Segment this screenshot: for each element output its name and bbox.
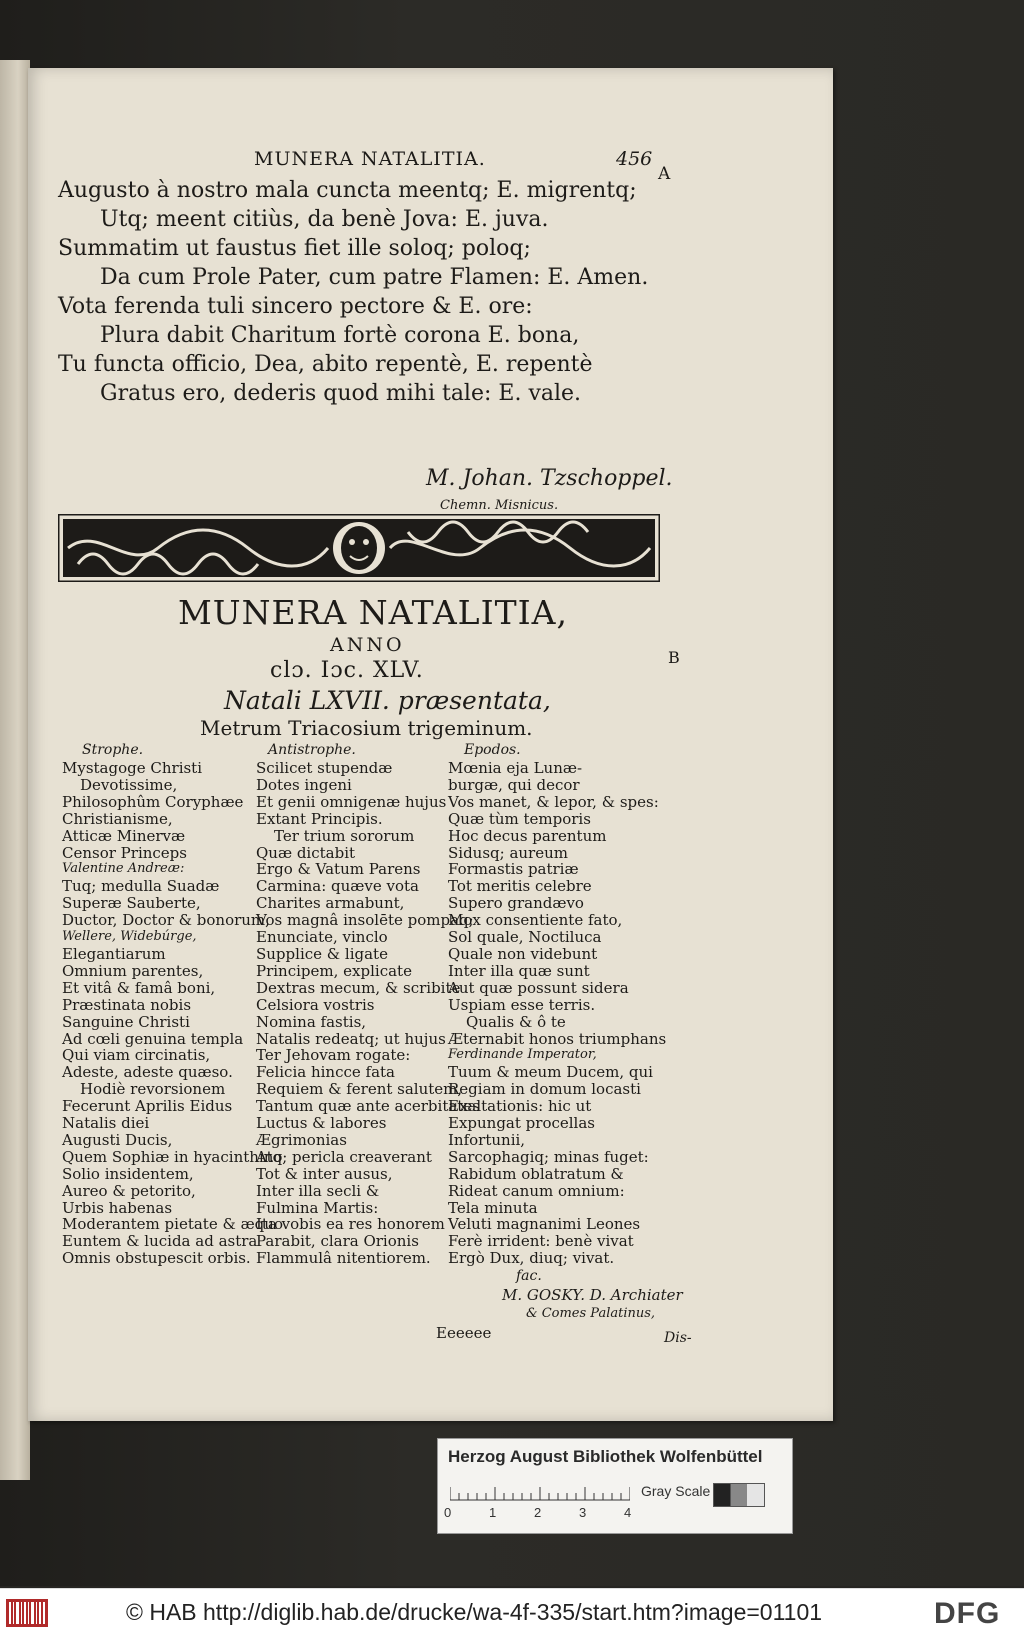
strophe-line: Sanguine Christi xyxy=(62,1012,190,1031)
closing-author: M. GOSKY. D. Archiater xyxy=(502,1286,683,1304)
epodos-line: Exaltationis: hic ut xyxy=(448,1097,592,1116)
title-natali: Natali LXVII. præsentata, xyxy=(224,686,551,715)
strophe-line: Moderantem pietate & æquo xyxy=(62,1215,283,1234)
epodos-line: Æternabit honos triumphans xyxy=(448,1029,667,1048)
antistrophe-line: Requiem & ferent salutem, xyxy=(256,1080,463,1099)
scale-number: 3 xyxy=(579,1505,587,1520)
epodos-line: Expungat procellas xyxy=(448,1114,595,1133)
strophe-line: Ad cœli genuina templa xyxy=(62,1029,244,1048)
antistrophe-line: Dotes ingeni xyxy=(256,775,352,794)
epodos-line: Hoc decus parentum xyxy=(448,826,607,845)
epodos-line: Ergò Dux, diuq; vivat. xyxy=(448,1249,615,1268)
antistrophe-line: Celsiora vostris xyxy=(256,995,375,1014)
closing-author-title: & Comes Palatinus, xyxy=(526,1306,656,1321)
antistrophe-line: Principem, explicate xyxy=(256,961,412,980)
facing-page-edge xyxy=(0,60,30,1480)
gray-scale-swatch xyxy=(713,1483,765,1507)
strophe-line: Solio insidentem, xyxy=(62,1164,194,1183)
strophe-line: Philosophûm Coryphæe xyxy=(62,792,244,811)
card-label: Herzog August Bibliothek Wolfenbüttel xyxy=(448,1447,763,1466)
strophe-line: Qui viam circinatis, xyxy=(62,1046,211,1065)
epodos-line: Ferè irrident: benè vivat xyxy=(448,1232,634,1251)
poem-author-place: Chemn. Misnicus. xyxy=(440,498,559,513)
strophe-line: Mystagoge Christi xyxy=(62,759,203,777)
antistrophe-line: Ergo & Vatum Parens xyxy=(256,860,421,879)
running-head: MUNERA NATALITIA. xyxy=(254,148,486,170)
strophe-line: Quem Sophiæ in hyacinthino xyxy=(62,1147,283,1166)
antistrophe-line: Ter trium sororum xyxy=(274,826,415,845)
viewer-footer xyxy=(0,1588,1024,1637)
poem-line: Plura dabit Charitum fortè corona E. bona, xyxy=(100,323,580,348)
strophe-line: Euntem & lucida ad astra xyxy=(62,1232,258,1251)
antistrophe-line: Supplice & ligate xyxy=(256,944,388,963)
epodos-line: Uspiam esse terris. xyxy=(448,995,596,1014)
poem-line: Utq; meent citiùs, da benè Jova: E. juva. xyxy=(100,207,549,232)
antistrophe-line: Tot & inter ausus, xyxy=(256,1164,393,1183)
poem-line: Tu functa officio, Dea, abito repentè, E. repentè xyxy=(58,352,593,377)
strophe-line: Natalis diei xyxy=(62,1114,150,1133)
antistrophe-line: Enunciate, vinclo xyxy=(256,928,388,947)
epodos-line: Rideat canum omnium: xyxy=(448,1181,625,1200)
epodos-line: Regiam in domum locasti xyxy=(448,1080,641,1099)
strophe-line: Wellere, Widebúrge, xyxy=(62,929,197,945)
strophe-line: Tuq; medulla Suadæ xyxy=(62,877,220,896)
catchword: Dis- xyxy=(664,1330,692,1346)
scale-ruler xyxy=(450,1487,630,1501)
strophe-line: Atticæ Minervæ xyxy=(62,826,186,845)
antistrophe-line: Ita vobis ea res honorem xyxy=(256,1215,445,1234)
poem-author: M. Johan. Tzschoppel. xyxy=(426,466,673,491)
strophe-line: Augusti Ducis, xyxy=(62,1130,173,1149)
epodos-line: Quale non videbunt xyxy=(448,944,598,963)
antistrophe-line: Et genii omnigenæ hujus xyxy=(256,792,447,811)
antistrophe-column xyxy=(256,760,480,1267)
antistrophe-line: Tantum quæ ante acerbitates xyxy=(256,1097,480,1116)
poem-line: Vota ferenda tuli sincero pectore & E. ore: xyxy=(58,294,533,319)
epodos-line: Sidusq; aureum xyxy=(448,843,568,862)
antistrophe-line: Quæ dictabit xyxy=(256,843,356,862)
dfg-logo: DFG xyxy=(934,1597,1001,1630)
strophe-line: Superæ Sauberte, xyxy=(62,894,201,913)
antistrophe-line: Ter Jehovam rogate: xyxy=(256,1046,411,1065)
scale-number: 4 xyxy=(624,1505,632,1520)
epodos-line: Mox consentiente fato, xyxy=(448,911,623,930)
epodos-column xyxy=(448,760,666,1267)
color-reference-card xyxy=(437,1438,793,1534)
epodos-line: Rabidum oblatratum & xyxy=(448,1164,624,1183)
poem-line: Summatim ut faustus fiet ille soloq; poloq; xyxy=(58,236,531,261)
epodos-line: Mœnia eja Lunæ- xyxy=(448,759,583,777)
epodos-line: Vos manet, & lepor, & spes: xyxy=(448,792,659,811)
antistrophe-line: Luctus & labores xyxy=(256,1114,387,1133)
poem-line: Augusto à nostro mala cuncta meentq; E. migrentq; xyxy=(58,178,637,203)
antistrophe-line: Scilicet stupendæ xyxy=(256,759,393,777)
source-link[interactable]: © HAB http://diglib.hab.de/drucke/wa-4f-335/start.htm?image=01101 xyxy=(126,1599,823,1625)
hab-barcode-icon xyxy=(6,1599,48,1627)
strophe-line: Adeste, adeste quæso. xyxy=(62,1063,233,1082)
poem-line: Da cum Prole Pater, cum patre Flamen: E. Amen. xyxy=(100,265,649,290)
antistrophe-line: Parabit, clara Orionis xyxy=(256,1232,419,1251)
strophe-line: Urbis habenas xyxy=(62,1198,173,1217)
strophe-line: Aureo & petorito, xyxy=(62,1181,196,1200)
poem-line: Gratus ero, dederis quod mihi tale: E. vale. xyxy=(100,381,582,406)
antistrophe-line: Flammulâ nitentiorem. xyxy=(256,1249,431,1268)
strophe-line: Omnium parentes, xyxy=(62,961,204,980)
epodos-line: Aut quæ possunt sidera xyxy=(448,978,629,997)
strophe-line: Elegantiarum xyxy=(62,944,166,963)
ornament-band xyxy=(58,514,660,582)
margin-letter-a: A xyxy=(658,164,671,184)
margin-letter-b: B xyxy=(668,648,680,667)
book-page xyxy=(28,68,833,1421)
epodos-line: Tuum & meum Ducem, qui xyxy=(448,1063,653,1082)
strophe-heading: Strophe. xyxy=(82,742,144,758)
epodos-line: Infortunii, xyxy=(448,1130,526,1149)
antistrophe-line: Carmina: quæve vota xyxy=(256,877,419,896)
gathering-signature: Eeeeee xyxy=(436,1324,492,1342)
strophe-line: Omnis obstupescit orbis. xyxy=(62,1249,251,1268)
epodos-line: Qualis & ô te xyxy=(466,1012,566,1031)
epodos-heading: Epodos. xyxy=(464,742,521,758)
antistrophe-line: Atq; pericla creaverant xyxy=(256,1147,432,1166)
epodos-line: Supero grandævo xyxy=(448,894,584,913)
gray-scale-label: Gray Scale xyxy=(641,1483,711,1499)
antistrophe-line: Fulmina Martis: xyxy=(256,1198,379,1217)
strophe-line: Præstinata nobis xyxy=(62,995,192,1014)
strophe-line: Censor Princeps xyxy=(62,843,187,862)
antistrophe-line: Nomina fastis, xyxy=(256,1012,367,1031)
antistrophe-heading: Antistrophe. xyxy=(268,742,356,758)
title-main: MUNERA NATALITIA, xyxy=(178,593,568,632)
epodos-line: Veluti magnanimi Leones xyxy=(448,1215,641,1234)
strophe-line: Hodiè revorsionem xyxy=(80,1080,226,1099)
epodos-line: Tot meritis celebre xyxy=(448,877,592,896)
strophe-line: Et vitâ & famâ boni, xyxy=(62,978,216,997)
scale-number: 2 xyxy=(534,1505,542,1520)
scale-number: 1 xyxy=(489,1505,497,1520)
antistrophe-line: Natalis redeatq; ut hujus xyxy=(256,1029,446,1048)
antistrophe-line: Ægrimonias xyxy=(256,1130,347,1149)
title-year: clɔ. Iɔc. XLV. xyxy=(270,658,424,683)
title-metrum: Metrum Triacosium trigeminum. xyxy=(200,716,533,740)
page-number: 456 xyxy=(616,148,653,170)
title-anno: ANNO xyxy=(330,634,405,656)
strophe-line: Ductor, Doctor & bonorum, xyxy=(62,911,270,930)
epodos-line: Sarcophagiq; minas fuget: xyxy=(448,1147,649,1166)
epodos-line: Sol quale, Noctiluca xyxy=(448,928,602,947)
strophe-column xyxy=(62,760,283,1267)
antistrophe-line: Extant Principis. xyxy=(256,809,383,828)
epodos-line: burgæ, qui decor xyxy=(448,775,580,794)
strophe-line: Valentine Andreæ: xyxy=(62,861,185,877)
fac-note: fac. xyxy=(516,1268,542,1284)
poem xyxy=(58,176,648,408)
antistrophe-line: Inter illa secli & xyxy=(256,1181,380,1200)
scale-number: 0 xyxy=(444,1505,452,1520)
strophe-line: Fecerunt Aprilis Eidus xyxy=(62,1097,233,1116)
epodos-line: Formastis patriæ xyxy=(448,860,579,879)
epodos-line: Ferdinande Imperator, xyxy=(448,1047,597,1063)
strophe-line: Christianisme, xyxy=(62,809,173,828)
epodos-line: Tela minuta xyxy=(448,1198,538,1217)
antistrophe-line: Felicia hincce fata xyxy=(256,1063,395,1082)
epodos-line: Inter illa quæ sunt xyxy=(448,961,590,980)
strophe-line: Devotissime, xyxy=(80,775,178,794)
epodos-line: Quæ tùm temporis xyxy=(448,809,591,828)
antistrophe-line: Vos magnâ insolēte pompaq; xyxy=(256,911,474,930)
antistrophe-line: Dextras mecum, & scribite xyxy=(256,978,461,997)
antistrophe-line: Charites armabunt, xyxy=(256,894,405,913)
